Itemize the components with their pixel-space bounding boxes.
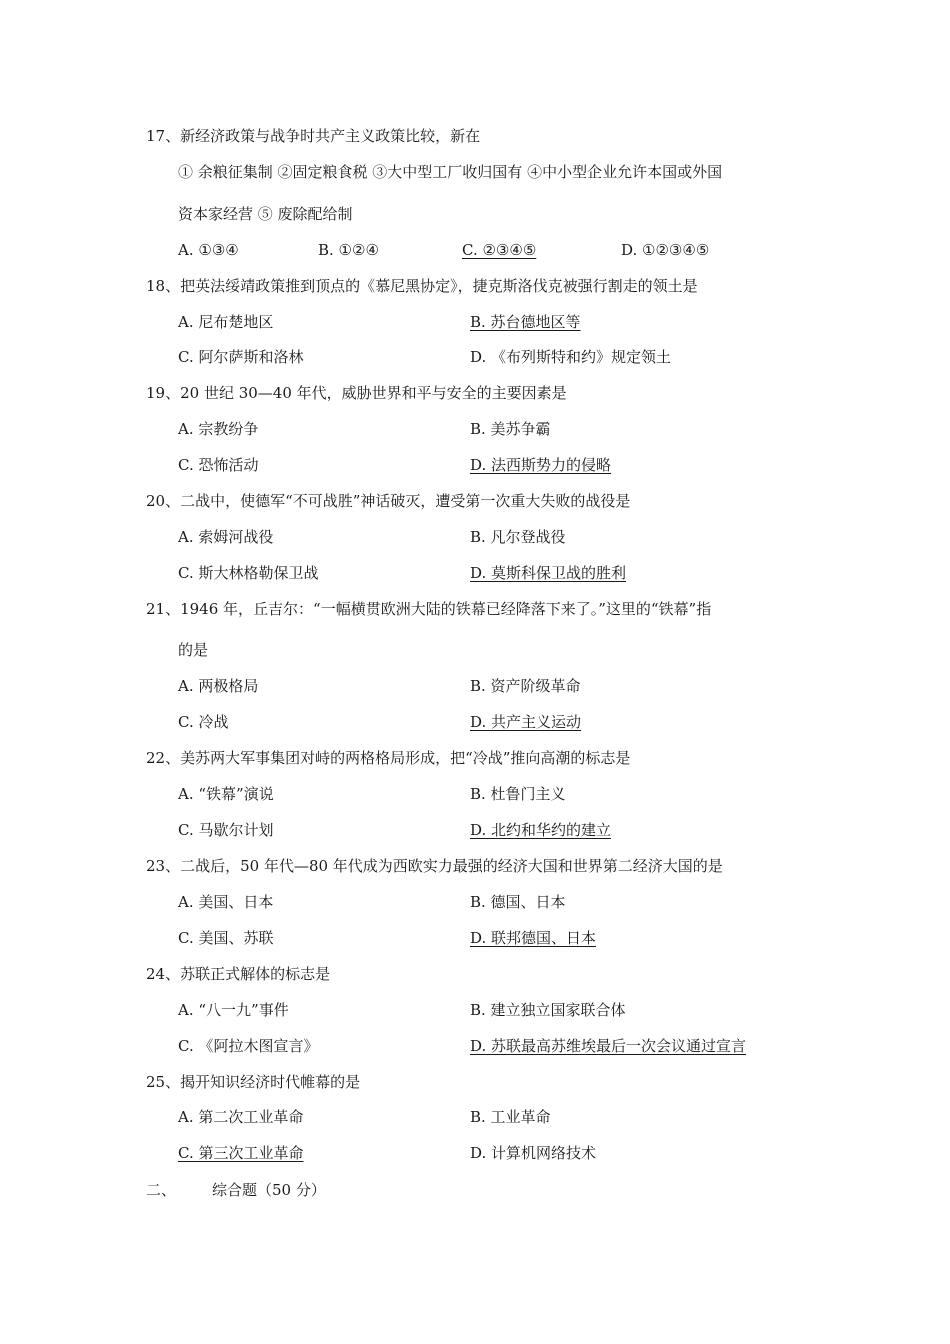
q20-option-c: C. 斯大林格勒保卫战: [178, 564, 319, 582]
q25-option-c: C. 第三次工业革命: [178, 1144, 304, 1162]
q20-option-a: A. 索姆河战役: [178, 528, 274, 546]
q20-stem: 20、二战中，使德军“不可战胜”神话破灭，遭受第一次重大失败的战役是: [146, 492, 631, 510]
q17-stem: 17、新经济政策与战争时共产主义政策比较，新在: [146, 127, 481, 145]
q21-stem-line1: 21、1946 年，丘吉尔：“一幅横贯欧洲大陆的铁幕已经降落下来了。”这里的“铁幕”指: [146, 600, 712, 618]
q17-option-a: A. ①③④: [178, 241, 239, 259]
q24-option-b: B. 建立独立国家联合体: [470, 1001, 626, 1019]
q17-option-c: C. ②③④⑤: [462, 241, 537, 259]
q24-option-a: A. “八一九”事件: [178, 1001, 289, 1019]
q17-option-d: D. ①②③④⑤: [621, 241, 710, 259]
q22-option-d: D. 北约和华约的建立: [470, 821, 612, 839]
q17-option-b: B. ①②④: [318, 241, 379, 259]
q19-option-c: C. 恐怖活动: [178, 456, 259, 474]
q22-option-b: B. 杜鲁门主义: [470, 785, 566, 803]
q21-option-b: B. 资产阶级革命: [470, 677, 581, 695]
q17-items-line2: 资本家经营 ⑤ 废除配给制: [178, 205, 353, 223]
q23-option-c: C. 美国、苏联: [178, 929, 274, 947]
q23-option-d: D. 联邦德国、日本: [470, 929, 597, 947]
q21-option-c: C. 冷战: [178, 713, 229, 731]
q21-option-d: D. 共产主义运动: [470, 713, 582, 731]
q21-option-a: A. 两极格局: [178, 677, 259, 695]
section2-number: 二、: [146, 1181, 177, 1199]
q19-option-b: B. 美苏争霸: [470, 420, 551, 438]
q25-option-b: B. 工业革命: [470, 1108, 551, 1126]
q22-option-a: A. “铁幕”演说: [178, 785, 274, 803]
q24-option-c: C. 《阿拉木图宣言》: [178, 1037, 319, 1055]
q18-stem: 18、把英法绥靖政策推到顶点的《慕尼黑协定》，捷克斯洛伐克被强行割走的领土是: [146, 277, 698, 295]
q25-option-a: A. 第二次工业革命: [178, 1108, 304, 1126]
q18-option-b: B. 苏台德地区等: [470, 313, 581, 331]
q19-stem: 19、20 世纪 30—40 年代，威胁世界和平与安全的主要因素是: [146, 384, 567, 402]
q22-stem: 22、美苏两大军事集团对峙的两格格局形成，把“冷战”推向高潮的标志是: [146, 749, 631, 767]
q24-option-d: D. 苏联最高苏维埃最后一次会议通过宣言: [470, 1037, 747, 1055]
q23-option-a: A. 美国、日本: [178, 893, 274, 911]
q18-option-a: A. 尼布楚地区: [178, 313, 274, 331]
q25-stem: 25、揭开知识经济时代帷幕的是: [146, 1073, 361, 1091]
q18-option-c: C. 阿尔萨斯和洛林: [178, 348, 304, 366]
q17-items-line1: ① 余粮征集制 ②固定粮食税 ③大中型工厂收归国有 ④中小型企业允许本国或外国: [178, 163, 723, 181]
q20-option-b: B. 凡尔登战役: [470, 528, 566, 546]
q22-option-c: C. 马歇尔计划: [178, 821, 274, 839]
q19-option-d: D. 法西斯势力的侵略: [470, 456, 612, 474]
section2-title: 综合题（50 分）: [212, 1181, 326, 1199]
q18-option-d: D. 《布列斯特和约》规定领土: [470, 348, 672, 366]
q21-stem-line2: 的是: [178, 641, 209, 659]
q23-stem: 23、二战后，50 年代—80 年代成为西欧实力最强的经济大国和世界第二经济大国的是: [146, 857, 723, 875]
q23-option-b: B. 德国、日本: [470, 893, 566, 911]
q25-option-d: D. 计算机网络技术: [470, 1144, 597, 1162]
q19-option-a: A. 宗教纷争: [178, 420, 259, 438]
q24-stem: 24、苏联正式解体的标志是: [146, 965, 331, 983]
q20-option-d: D. 莫斯科保卫战的胜利: [470, 564, 627, 582]
